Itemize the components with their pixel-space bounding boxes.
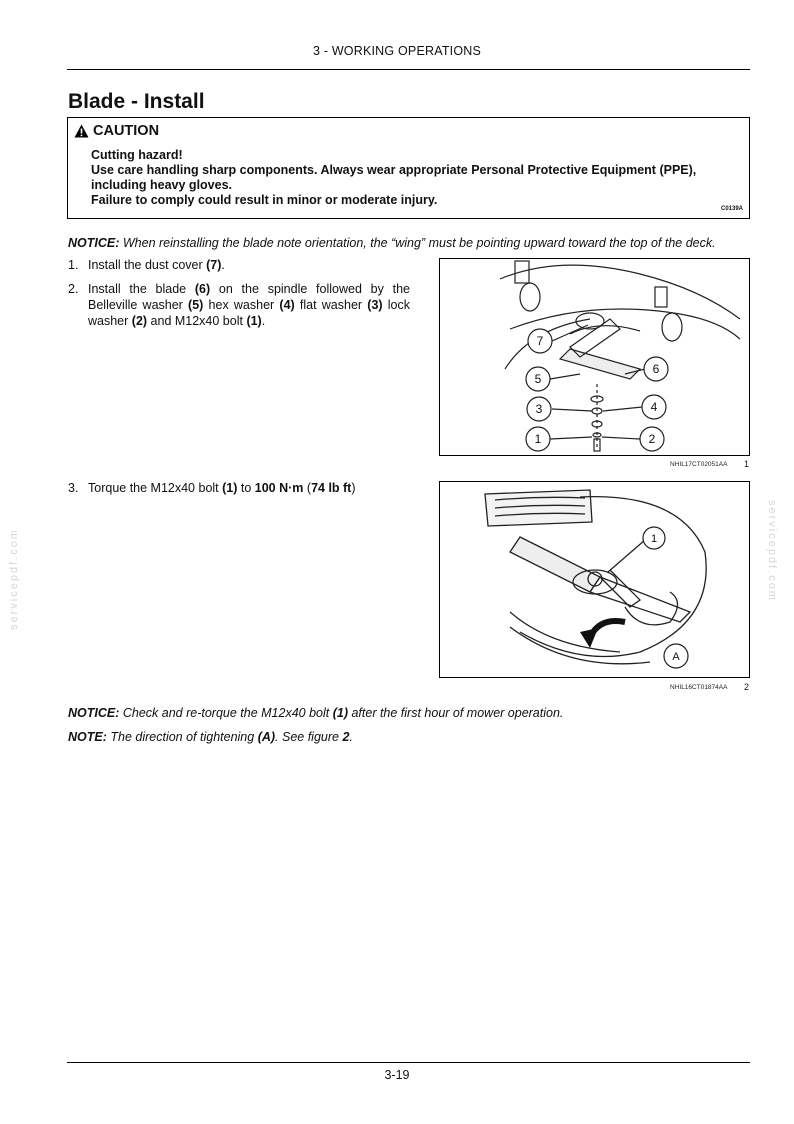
watermark-left: servicepdf.com — [8, 528, 20, 630]
blade-assembly-illustration — [440, 259, 749, 455]
figure-1-blade-assembly — [439, 258, 750, 456]
rotation-arrow-icon — [580, 628, 598, 648]
notice-text: When reinstalling the blade note orientation, the “wing” must be pointing upward toward the top of the deck. — [119, 236, 716, 250]
callout-6-label: 6 — [652, 362, 660, 376]
figure-2-number: 2 — [744, 682, 750, 692]
callout-1-label: 1 — [650, 533, 658, 545]
notice-label: NOTICE: — [68, 706, 120, 720]
warning-triangle-icon — [74, 124, 89, 138]
callout-4-label: 4 — [650, 400, 658, 414]
figure-2-torque-bolt — [439, 481, 750, 678]
caution-label: CAUTION — [93, 123, 160, 139]
step-text: Install the blade (6) on the spindle followed by the Belleville washer (5) hex washer (4) flat washer (3) lock washer (2) and M12x40 bolt (1). — [88, 282, 410, 328]
footer-rule — [67, 1062, 750, 1063]
watermark-right: servicepdf.com — [766, 500, 778, 602]
figure-1-code: NHIL17CT02051AA — [670, 461, 728, 468]
note-label: NOTE: — [68, 730, 107, 744]
step-3 — [68, 480, 410, 498]
note-direction: NOTE: The direction of tightening (A). See figure 2. — [68, 730, 353, 744]
notice-retorque: NOTICE: Check and re-torque the M12x40 bolt (1) after the first hour of mower operation. — [68, 706, 564, 720]
callout-2-label: 2 — [648, 432, 656, 446]
step-number: 3. — [68, 481, 79, 495]
header-rule — [67, 69, 750, 70]
caution-line-2: Use care handling sharp components. Always wear appropriate Personal Protective Equipment (PPE), — [91, 163, 697, 177]
caution-heading — [74, 123, 159, 139]
step-text: Torque the M12x40 bolt (1) to 100 N·m (74 lb ft) — [88, 481, 356, 495]
caution-box — [67, 117, 750, 219]
torque-bolt-illustration — [440, 482, 749, 677]
caution-line-3: including heavy gloves. — [91, 178, 233, 192]
callout-3-label: 3 — [535, 402, 543, 416]
callout-1-label: 1 — [534, 432, 542, 446]
step-number: 1. — [68, 258, 79, 272]
notice-label: NOTICE: — [68, 236, 120, 250]
step-2 — [68, 281, 410, 333]
step-text: Install the dust cover (7). — [88, 258, 225, 272]
running-header: 3 - WORKING OPERATIONS — [312, 44, 482, 58]
caution-code: C0139A — [720, 206, 743, 212]
notice-orientation — [68, 236, 758, 250]
page-title: Blade - Install — [68, 90, 205, 113]
callout-5-label: 5 — [534, 372, 542, 386]
page-number: 3-19 — [384, 1068, 410, 1082]
callout-7-label: 7 — [536, 334, 544, 348]
figure-2-code: NHIL16CT01874AA — [670, 684, 728, 691]
step-1 — [68, 257, 410, 275]
figure-1-number: 1 — [744, 459, 750, 469]
caution-line-1: Cutting hazard! — [91, 148, 183, 162]
caution-line-4: Failure to comply could result in minor or moderate injury. — [91, 193, 438, 207]
step-number: 2. — [68, 282, 79, 296]
callout-a-label: A — [672, 651, 680, 663]
